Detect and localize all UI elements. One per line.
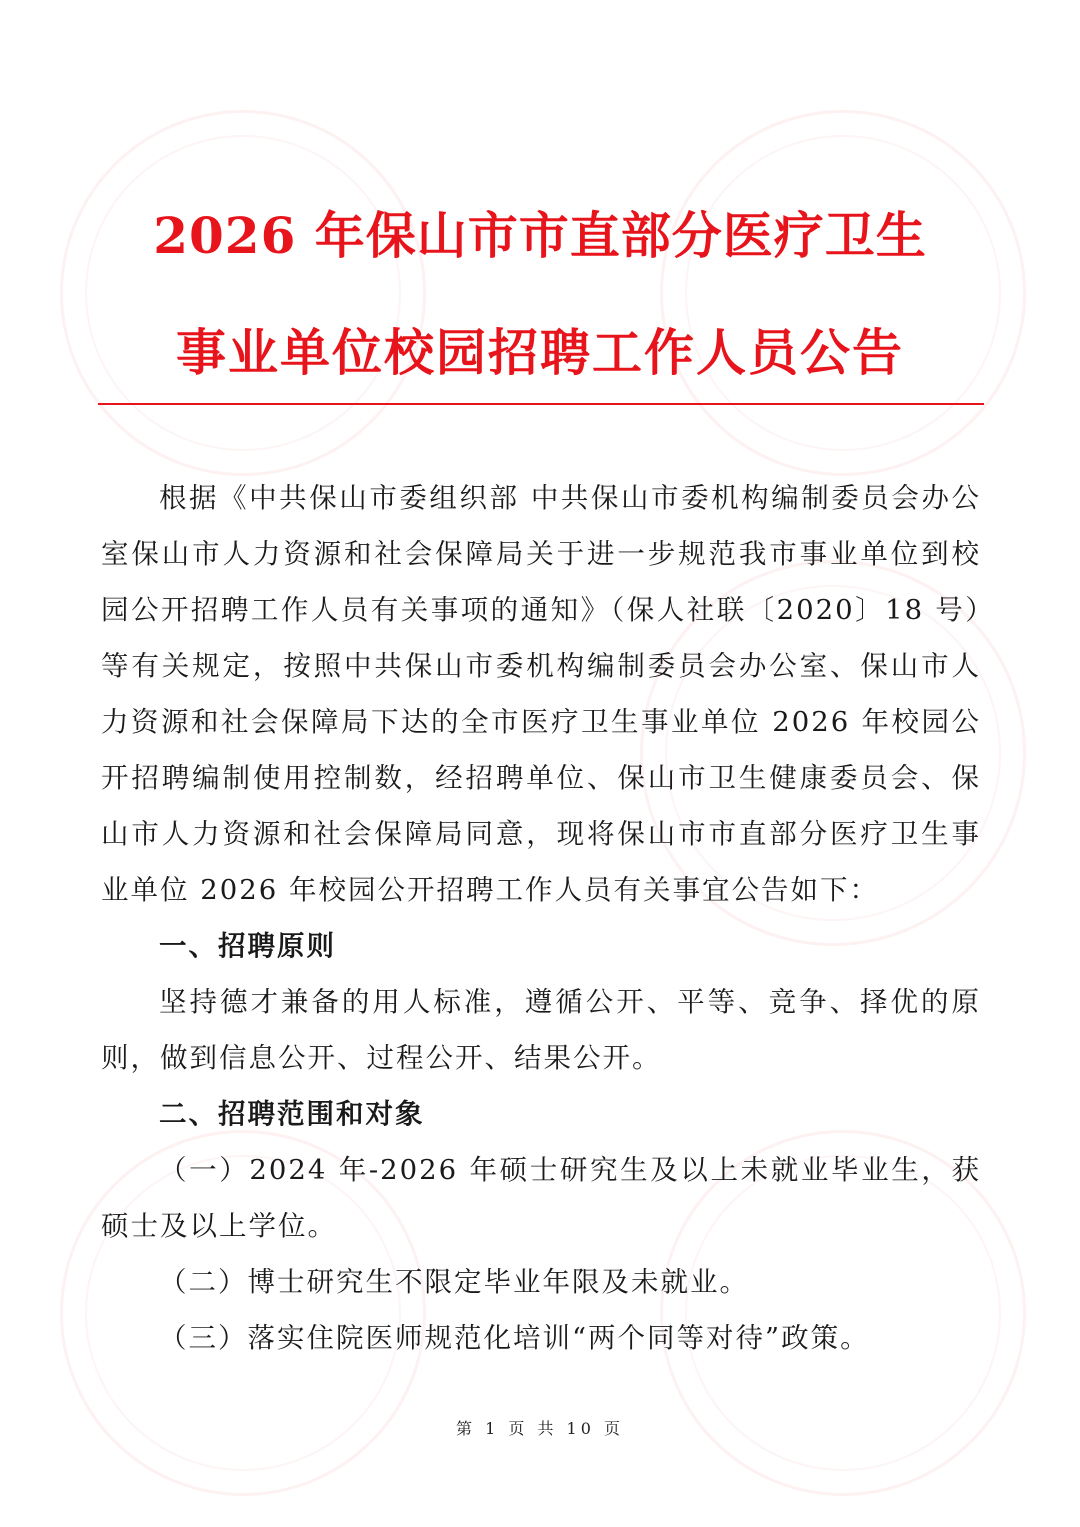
section-1-paragraph: 坚持德才兼备的用人标准，遵循公开、平等、竞争、择优的原则，做到信息公开、过程公开、结果公开。 xyxy=(101,986,981,1074)
page-title-line-2: 事业单位校园招聘工作人员公告 xyxy=(176,323,904,382)
title-divider xyxy=(98,403,984,405)
watermark-seal xyxy=(60,110,426,476)
section-2-heading: 二、招聘范围和对象 xyxy=(159,1098,425,1130)
section-1-heading: 一、招聘原则 xyxy=(159,930,336,962)
page-title-line-1: 2026 年保山市市直部分医疗卫生 xyxy=(153,206,927,265)
section-2-item-3: （三）落实住院医师规范化培训“两个同等对待”政策。 xyxy=(159,1322,870,1354)
document-body xyxy=(101,470,981,1366)
intro-paragraph: 根据《中共保山市委组织部 中共保山市委机构编制委员会办公室保山市人力资源和社会保障局关于进一步规范我市事业单位到校园公开招聘工作人员有关事项的通知》（保人社联〔2020〕18 号）等有关规定，按照中共保山市委机构编制委员会办公室、保山市人力资源和社会保障局下达的全市医疗卫生事业单位 2026 年校园公开招聘编制使用控制数，经招聘单位、保山市卫生健康委员会、保山市人力资源和社会保障局同意，现将保山市市直部分医疗卫生事业单位 2026 年校园公开招聘工作人员有关事宜公告如下： xyxy=(101,482,981,906)
section-2-item-2: （二）博士研究生不限定毕业年限及未就业。 xyxy=(159,1266,749,1298)
page-number: 第 1 页 共 10 页 xyxy=(456,1419,624,1438)
section-2-item-1: （一）2024 年-2026 年硕士研究生及以上未就业毕业生，获硕士及以上学位。 xyxy=(101,1154,981,1242)
watermark-seal xyxy=(660,110,1026,476)
